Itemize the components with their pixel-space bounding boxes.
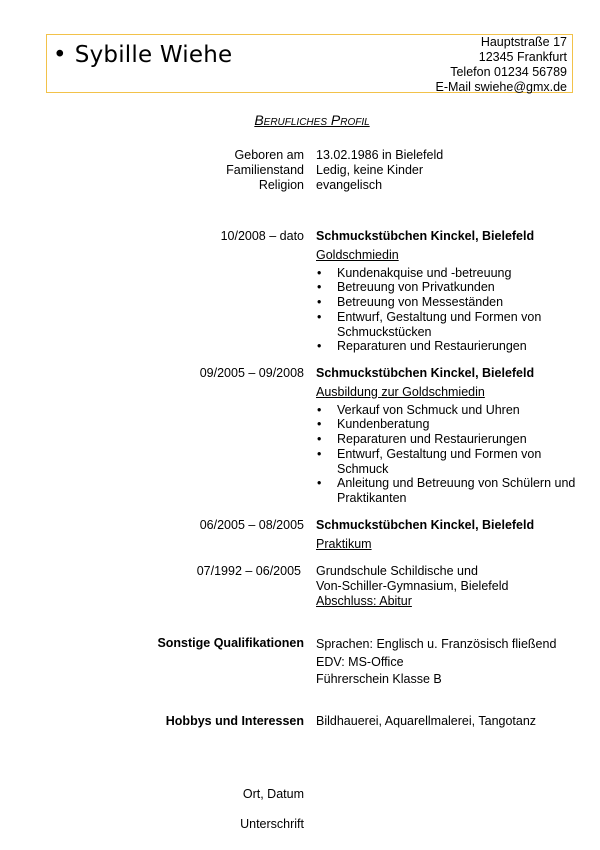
personal-values [316, 148, 576, 192]
list-item: • Kundenberatung [316, 417, 576, 432]
qualifications-label: Sonstige Qualifikationen [157, 636, 304, 650]
contact-city: 12345 Frankfurt [478, 50, 567, 64]
signature-label: Unterschrift [240, 817, 304, 831]
job-period: 10/2008 – dato [220, 229, 304, 243]
hobbies-label: Hobbys und Interessen [165, 714, 304, 728]
job-details [316, 518, 576, 552]
bullet-icon: • [53, 42, 67, 68]
value-marital: Ledig, keine Kinder [316, 162, 424, 177]
job-period: 06/2005 – 08/2005 [199, 518, 304, 532]
section-title: Berufliches Profil [254, 112, 370, 128]
label-marital: Familienstand [226, 162, 304, 177]
place-date-label: Ort, Datum [242, 787, 304, 801]
list-item: • Entwurf, Gestaltung und Formen von Schmuck [316, 447, 576, 477]
job-role: Ausbildung zur Goldschmiedin [316, 384, 485, 399]
qualification-line: Führerschein Klasse B [316, 672, 442, 686]
hobbies-value: Bildhauerei, Aquarellmalerei, Tangotanz [316, 714, 537, 728]
school-degree: Abschluss: Abitur [316, 593, 412, 608]
value-religion: evangelisch [316, 177, 383, 192]
job-employer: Schmuckstübchen Kinckel, Bielefeld [316, 366, 535, 380]
school-line: Von-Schiller-Gymnasium, Bielefeld [316, 578, 509, 593]
value-birth: 13.02.1986 in Bielefeld [316, 148, 444, 162]
job-details [316, 229, 576, 354]
school-line: Grundschule Schildische und [316, 564, 478, 578]
education-details [316, 564, 576, 608]
label-birth: Geboren am [234, 148, 304, 162]
personal-labels [226, 148, 304, 192]
name-text: Sybille Wiehe [74, 42, 233, 68]
job-employer: Schmuckstübchen Kinckel, Bielefeld [316, 229, 535, 243]
label-religion: Religion [258, 177, 304, 192]
job-period: 09/2005 – 09/2008 [199, 366, 304, 380]
job-task-list [316, 266, 576, 355]
list-item: • Verkauf von Schmuck und Uhren [316, 403, 576, 418]
applicant-name [53, 42, 232, 69]
header-box [46, 34, 573, 93]
list-item: • Anleitung und Betreuung von Schülern und Praktikanten [316, 476, 576, 506]
list-item: • Reparaturen und Restaurierungen [316, 432, 576, 447]
education-period: 07/1992 – 06/2005 [196, 564, 301, 578]
qualification-line: EDV: MS-Office [316, 654, 404, 669]
list-item: • Betreuung von Privatkunden [316, 280, 576, 295]
qualifications-values [316, 636, 576, 689]
job-role: Praktikum [316, 536, 372, 551]
list-item: • Entwurf, Gestaltung und Formen von Schmuckstücken [316, 310, 576, 340]
contact-email: E-Mail swiehe@gmx.de [435, 80, 567, 94]
contact-phone: Telefon 01234 56789 [450, 65, 567, 79]
job-role: Goldschmiedin [316, 247, 399, 262]
job-task-list [316, 403, 576, 506]
job-employer: Schmuckstübchen Kinckel, Bielefeld [316, 518, 535, 532]
job-details [316, 366, 576, 506]
list-item: • Betreuung von Messeständen [316, 295, 576, 310]
qualification-line: Sprachen: Englisch u. Französisch fließend [316, 637, 557, 651]
contact-block [436, 35, 567, 95]
list-item: • Reparaturen und Restaurierungen [316, 339, 576, 354]
list-item: • Kundenakquise und -betreuung [316, 266, 576, 281]
contact-street: Hauptstraße 17 [480, 35, 567, 49]
